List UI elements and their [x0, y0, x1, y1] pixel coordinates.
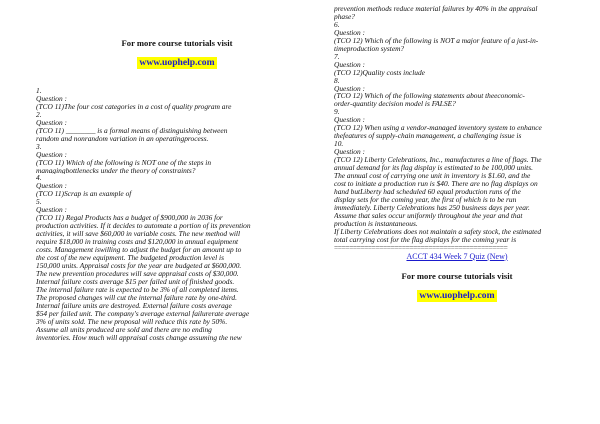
text-line: Assume that sales occur uniformly throughout the year and that [334, 211, 523, 220]
left-column [36, 0, 318, 342]
left-promo-heading: For more course tutorials visit [121, 38, 233, 48]
text-line: Question : [334, 84, 365, 93]
text-line: cost to initiate a production run is $40. There are no flag displays on [334, 179, 538, 188]
text-line: Question : [334, 28, 365, 37]
text-line: production is instantaneous. [334, 219, 418, 228]
text-line: (TCO 12) Which of the following is NOT a major feature of a just-in- [334, 36, 539, 45]
text-line: Question : [334, 60, 365, 69]
text-line: 9. [334, 108, 340, 117]
text-line: If Liberty Celebrations does not maintain a safety stock, the estimated [334, 227, 542, 236]
next-quiz-link[interactable]: ACCT 434 Week 7 Quiz (New) [406, 251, 508, 261]
text-line: 4. [36, 174, 42, 183]
text-line: 1. [36, 87, 42, 95]
left-promo-url-wrapper [36, 52, 318, 70]
text-line: (TCO 12)Quality costs include [334, 68, 425, 77]
text-line: The annual cost of carrying one unit in inventory is $1.60, and the [334, 172, 531, 180]
text-line: prevention methods reduce material failures by 40% in the appraisal [334, 5, 538, 13]
text-line: Question : [36, 118, 67, 127]
text-line: The new prevention procedures will save appraisal costs of $30,000. [36, 269, 239, 278]
text-line: managingbottlenecks under the theory of constraints? [36, 166, 196, 175]
text-line: random and nonrandom variation in an operatingprocess. [36, 134, 209, 143]
text-line: require $18,000 in training costs and $120,000 in annual equipment [36, 238, 239, 247]
text-line: Internal failure costs average $15 per failed unit of finished goods. [36, 277, 235, 286]
text-line: (TCO 11) Regal Products has a budget of $900,000 in 2036 for [36, 214, 223, 223]
text-line: hand butLiberty had scheduled 60 equal production runs of the [334, 187, 521, 196]
text-line: (TCO 11) Which of the following is NOT one of the steps in [36, 158, 212, 167]
text-line: 150,000 units. Appraisal costs for the year are budgeted at $600,000. [36, 261, 242, 270]
text-line: Question : [36, 94, 67, 103]
left-question-text [36, 87, 318, 342]
text-line: 8. [334, 76, 340, 85]
text-line: total carrying cost for the flag displays for the coming year is [334, 235, 517, 244]
text-line: activities, it will save $60,000 in variable costs. The new method will [36, 230, 241, 239]
text-line: (TCO 12) Which of the following statements about theeconomic- [334, 92, 525, 101]
text-line: The internal failure rate is expected to be 3% of all completed items. [36, 285, 239, 294]
text-line: the cost of the new equipment. The budgeted production level is [36, 254, 224, 262]
text-line: Question : [36, 182, 67, 191]
text-line: Assume all units produced are sold and there are no ending [36, 325, 212, 334]
text-line: 7. [334, 52, 340, 61]
text-line: thefeatures of supply-chain management, a challenging issue is [334, 132, 522, 141]
right-column [334, 0, 580, 303]
text-line: timeproduction system? [334, 44, 405, 53]
text-line: display sets for the coming year, the first of which is to be run [334, 195, 517, 204]
text-line: (TCO 12) When using a vendor-managed inventory system to enhance [334, 124, 542, 133]
text-line: inventories. How much will appraisal costs change assuming the new [36, 333, 242, 342]
text-line: 3. [36, 142, 42, 151]
text-line: immediately. Liberty Celebrations has 250 business days per year. [334, 203, 530, 212]
text-line: Question : [36, 150, 67, 159]
text-line: 3% of units sold. The new proposal will reduce this rate by 50%. [36, 317, 228, 326]
text-line: costs. Management iswilling to adjust the budget for an amount up to [36, 246, 242, 255]
text-line: Question : [36, 206, 67, 215]
right-promo-url-link[interactable]: www.uophelp.com [419, 289, 495, 301]
text-line: (TCO 11) ________ is a formal means of distinguishing between [36, 126, 228, 135]
text-line: (TCO 11)Scrap is an example of [36, 190, 132, 199]
text-line: The proposed changes will cut the internal failure rate by one-third. [36, 293, 237, 302]
left-promo-url-link[interactable]: www.uophelp.com [139, 57, 215, 68]
text-line: Question : [334, 148, 365, 157]
right-promo-heading: For more course tutorials visit [401, 270, 513, 281]
right-question-text [334, 5, 580, 244]
text-line: phase? [334, 12, 355, 21]
separator-line: ============================================== [334, 243, 508, 252]
text-line: (TCO 11)The four cost categories in a cost of quality program are [36, 102, 232, 111]
text-line: $54 per failed unit. The company's average external failurerate average [36, 309, 250, 318]
text-line: (TCO 12) Liberty Celebrations, Inc., manufactures a line of flags. The [334, 156, 542, 165]
text-line: 6. [334, 20, 340, 29]
text-line: production activities. If it decides to automate a portion of its prevention [36, 222, 251, 231]
text-line: order-quantity decision model is FALSE? [334, 100, 456, 109]
text-line: Question : [334, 116, 365, 125]
text-line: annual demand for its flag display is estimated to be 100,000 units. [334, 164, 533, 173]
right-promo-url-wrapper [334, 285, 580, 303]
text-line: 5. [36, 198, 42, 207]
text-line: 10. [334, 140, 344, 149]
text-line: 2. [36, 110, 42, 119]
text-line: Internal failure units are destroyed. External failure costs average [36, 301, 232, 310]
